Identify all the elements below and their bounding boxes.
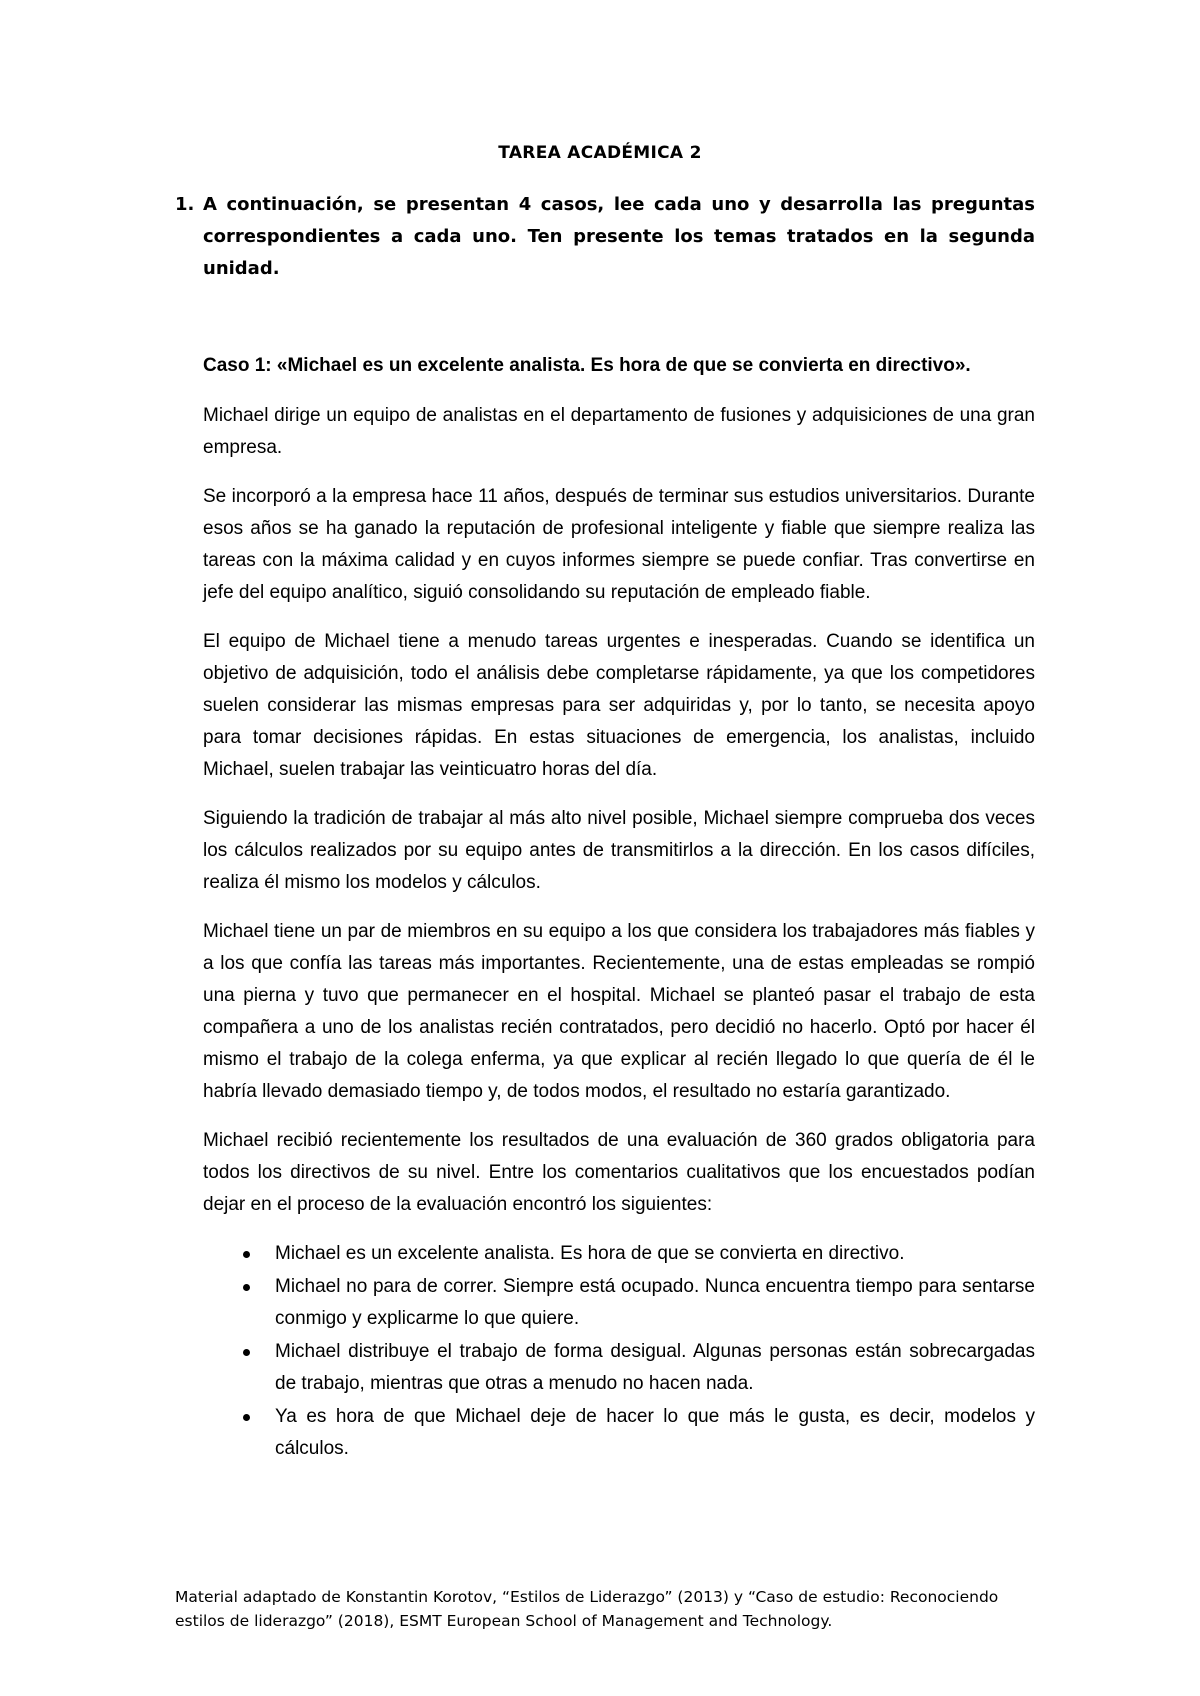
instruction-item xyxy=(175,189,1035,285)
instruction-number: 1. xyxy=(175,194,195,215)
list-item-text: Michael distribuye el trabajo de forma desigual. Algunas personas están sobrecargadas de trabajo, mientras que otras a menudo no hacen nada. xyxy=(275,1341,1035,1394)
list-item xyxy=(203,1401,1035,1465)
list-item xyxy=(203,1238,1035,1270)
case-paragraph: Se incorporó a la empresa hace 11 años, después de terminar sus estudios universitarios. Durante esos años se ha ganado la reputación de profesional inteligente y fiable que siempre realiza las tareas con la máxima calidad y en cuyos informes siempre se puede confiar. Tras convertirse en jefe del equipo analítico, siguió consolidando su reputación de empleado fiable. xyxy=(203,486,1035,603)
instruction-text: A continuación, se presentan 4 casos, lee cada uno y desarrolla las preguntas correspondientes a cada uno. Ten presente los temas tratados en la segunda unidad. xyxy=(203,194,1035,279)
footer-citation: Material adaptado de Konstantin Korotov, “Estilos de Liderazgo” (2013) y “Caso de estudio: Reconociendo estilos de liderazgo” (2018), ESMT European School of Management and Technology. xyxy=(175,1588,999,1630)
bullet-icon xyxy=(243,1284,250,1291)
comments-list xyxy=(203,1238,1035,1465)
case-paragraph: Siguiendo la tradición de trabajar al más alto nivel posible, Michael siempre comprueba dos veces los cálculos realizados por su equipo antes de transmitirlos a la dirección. En los casos difíciles, realiza él mismo los modelos y cálculos. xyxy=(203,808,1035,893)
list-item xyxy=(203,1336,1035,1400)
list-item xyxy=(203,1271,1035,1335)
page-title: TAREA ACADÉMICA 2 xyxy=(498,143,702,163)
case-1-section xyxy=(203,350,1035,1466)
case-paragraph: Michael tiene un par de miembros en su equipo a los que considera los trabajadores más fiables y a los que confía las tareas más importantes. Recientemente, una de estas empleadas se rompió una pierna y tuvo que permanecer en el hospital. Michael se planteó pasar el trabajo de esta compañera a uno de los analistas recién contratados, pero decidió no hacerlo. Optó por hacer él mismo el trabajo de la colega enferma, ya que explicar al recién llegado lo que quería de él le habría llevado demasiado tiempo y, de todos modos, el resultado no estaría garantizado. xyxy=(203,921,1035,1102)
case-paragraph: Michael dirige un equipo de analistas en el departamento de fusiones y adquisiciones de una gran empresa. xyxy=(203,405,1035,458)
bullet-icon xyxy=(243,1414,250,1421)
bullet-icon xyxy=(243,1251,250,1258)
case-paragraph: El equipo de Michael tiene a menudo tareas urgentes e inesperadas. Cuando se identifica un objetivo de adquisición, todo el análisis debe completarse rápidamente, ya que los competidores suelen considerar las mismas empresas para ser adquiridas y, por lo tanto, se necesita apoyo para tomar decisiones rápidas. En estas situaciones de emergencia, los analistas, incluido Michael, suelen trabajar las veinticuatro horas del día. xyxy=(203,631,1035,780)
case-paragraph: Michael recibió recientemente los resultados de una evaluación de 360 grados obligatoria para todos los directivos de su nivel. Entre los comentarios cualitativos que los encuestados podían dejar en el proceso de la evaluación encontró los siguientes: xyxy=(203,1130,1035,1215)
case-title: Caso 1: «Michael es un excelente analista. Es hora de que se convierta en directivo». xyxy=(203,355,971,376)
list-item-text: Michael es un excelente analista. Es hora de que se convierta en directivo. xyxy=(275,1243,905,1264)
bullet-icon xyxy=(243,1349,250,1356)
list-item-text: Michael no para de correr. Siempre está ocupado. Nunca encuentra tiempo para sentarse conmigo y explicarme lo que quiere. xyxy=(275,1276,1035,1329)
list-item-text: Ya es hora de que Michael deje de hacer lo que más le gusta, es decir, modelos y cálculos. xyxy=(275,1406,1035,1459)
